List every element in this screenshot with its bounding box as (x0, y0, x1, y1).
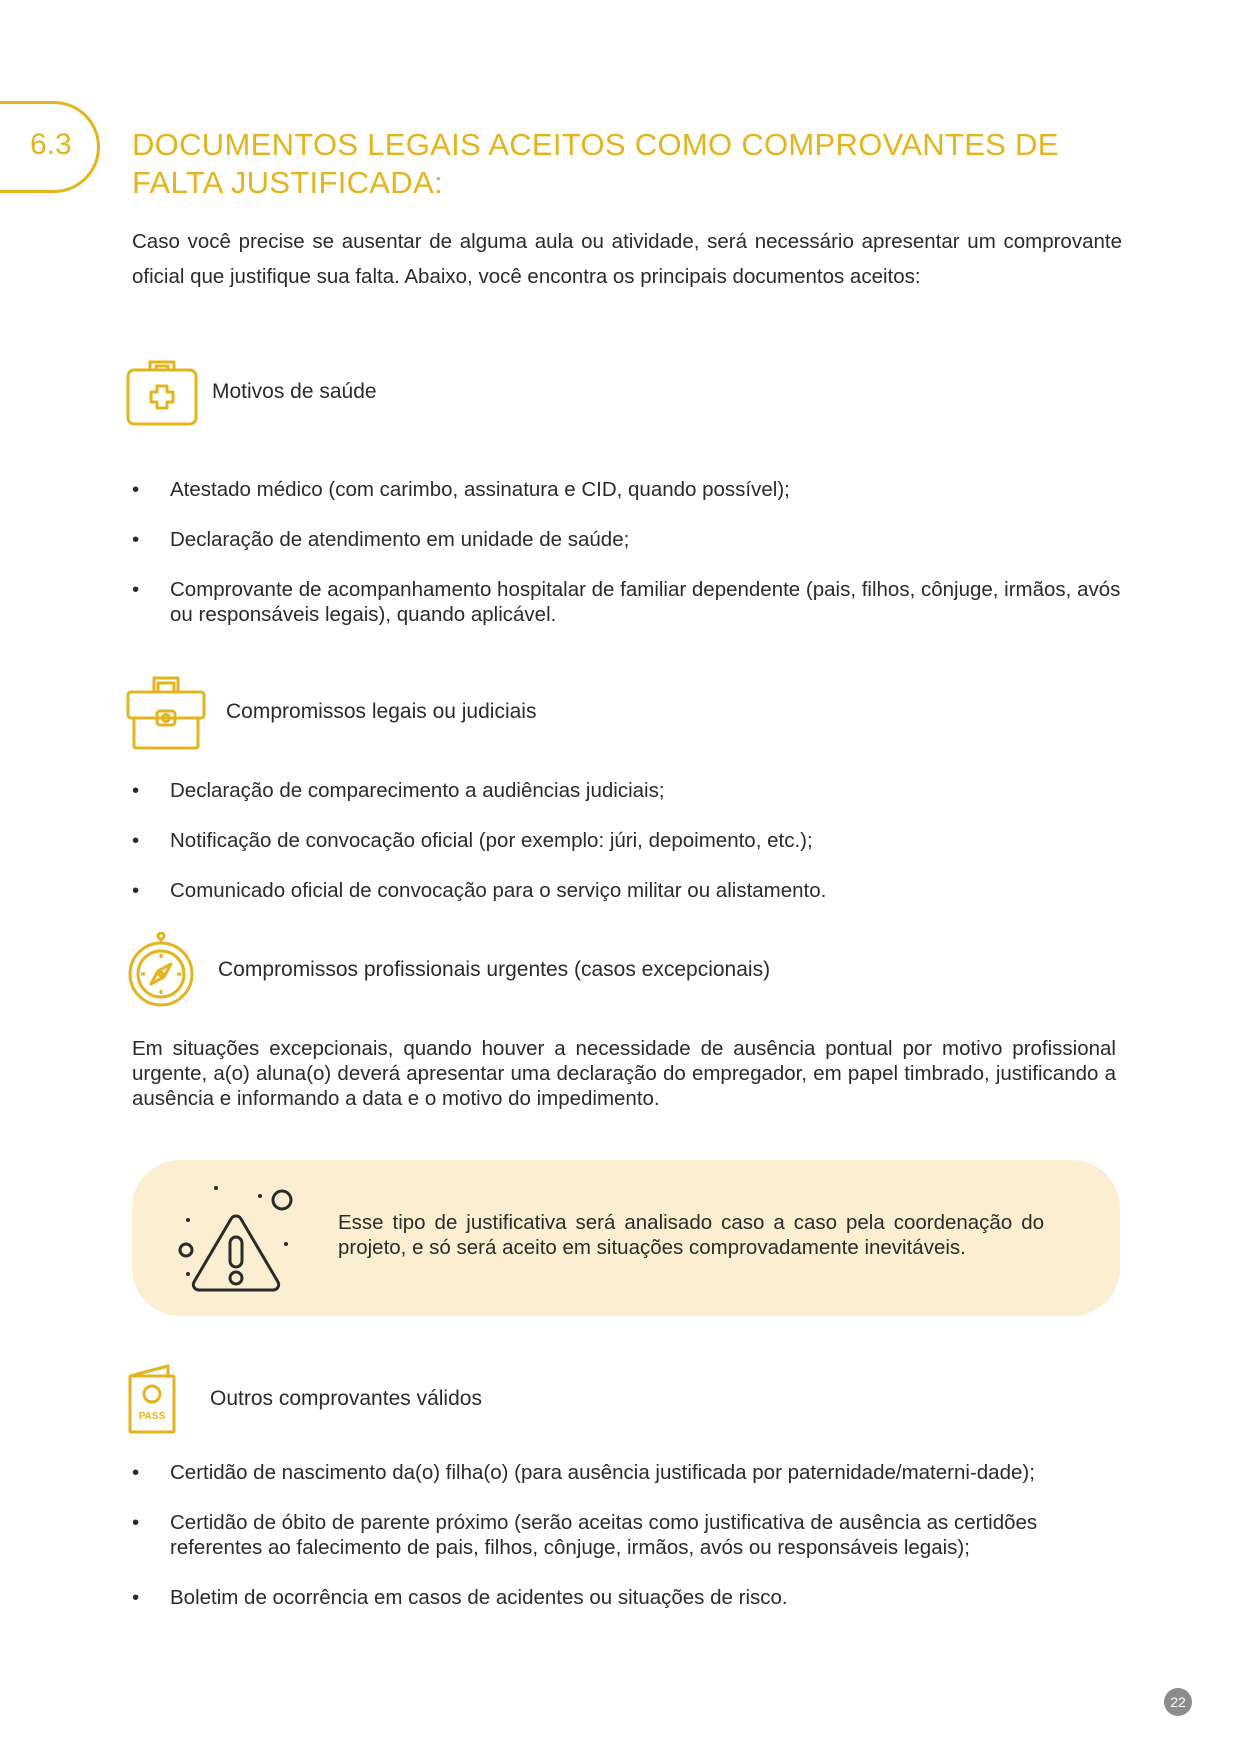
section-title-line-1: DOCUMENTOS LEGAIS ACEITOS COMO COMPROVANTES DE (132, 127, 1059, 162)
list-item: • Declaração de atendimento em unidade de saúde; (132, 527, 1122, 552)
list-item: • Notificação de convocação oficial (por exemplo: júri, depoimento, etc.); (132, 828, 1122, 853)
warning-icon (176, 1180, 296, 1296)
section-title-line-2: FALTA JUSTIFICADA: (132, 165, 443, 200)
section-number: 6.3 (30, 128, 72, 161)
professional-paragraph: Em situações excepcionais, quando houver a necessidade de ausência pontual por motivo profissional urgente, a(o) aluna(o) deverá apresentar uma declaração do empregador, em papel timbrado, justificando a ausência e informando a data e o motivo do impedimento. (132, 1037, 1116, 1110)
list-item: • Declaração de comparecimento a audiências judiciais; (132, 778, 1122, 803)
passport-icon (126, 1364, 178, 1434)
compass-icon (126, 932, 196, 1008)
warning-note-text: Esse tipo de justificativa será analisado caso a caso pela coordenação do projeto, e só será aceito em situações comprovadamente inevitáveis. (338, 1211, 1044, 1259)
briefcase-icon (126, 674, 206, 750)
list-item: • Atestado médico (com carimbo, assinatura e CID, quando possível); (132, 477, 1122, 502)
other-document-list (132, 1460, 1122, 1610)
legal-document-list (132, 778, 1122, 903)
category-label: Compromissos profissionais urgentes (casos excepcionais) (218, 958, 771, 981)
list-item: • Certidão de óbito de parente próximo (serão aceitas como justificativa de ausência as certidões referentes ao falecimento de pais, filhos, cônjuge, irmãos, avós ou responsáveis legais); (132, 1510, 1122, 1560)
list-item: • Comunicado oficial de convocação para o serviço militar ou alistamento. (132, 878, 1122, 903)
category-label: Motivos de saúde (212, 380, 377, 403)
section-title (132, 126, 1112, 202)
intro-paragraph: Caso você precise se ausentar de alguma aula ou atividade, será necessário apresentar um comprovante oficial que justifique sua falta. Abaixo, você encontra os principais documentos aceitos: (132, 230, 1122, 288)
passport-icon-text: PASS (138, 1411, 166, 1422)
list-item: • Comprovante de acompanhamento hospitalar de familiar dependente (pais, filhos, cônjuge, irmãos, avós ou responsáveis legais), quando aplicável. (132, 577, 1122, 627)
category-label: Compromissos legais ou judiciais (226, 700, 537, 723)
category-health (126, 358, 377, 426)
medical-kit-icon (126, 358, 198, 426)
health-document-list (132, 477, 1122, 627)
category-legal (126, 674, 536, 750)
category-label: Outros comprovantes válidos (210, 1387, 482, 1410)
warning-note (132, 1160, 1120, 1316)
list-item: • Certidão de nascimento da(o) filha(o) (para ausência justificada por paternidade/materni-dade); (132, 1460, 1122, 1485)
page-number: 22 (1164, 1688, 1192, 1716)
list-item: • Boletim de ocorrência em casos de acidentes ou situações de risco. (132, 1585, 1122, 1610)
category-other (126, 1364, 482, 1434)
category-professional (126, 932, 770, 1008)
